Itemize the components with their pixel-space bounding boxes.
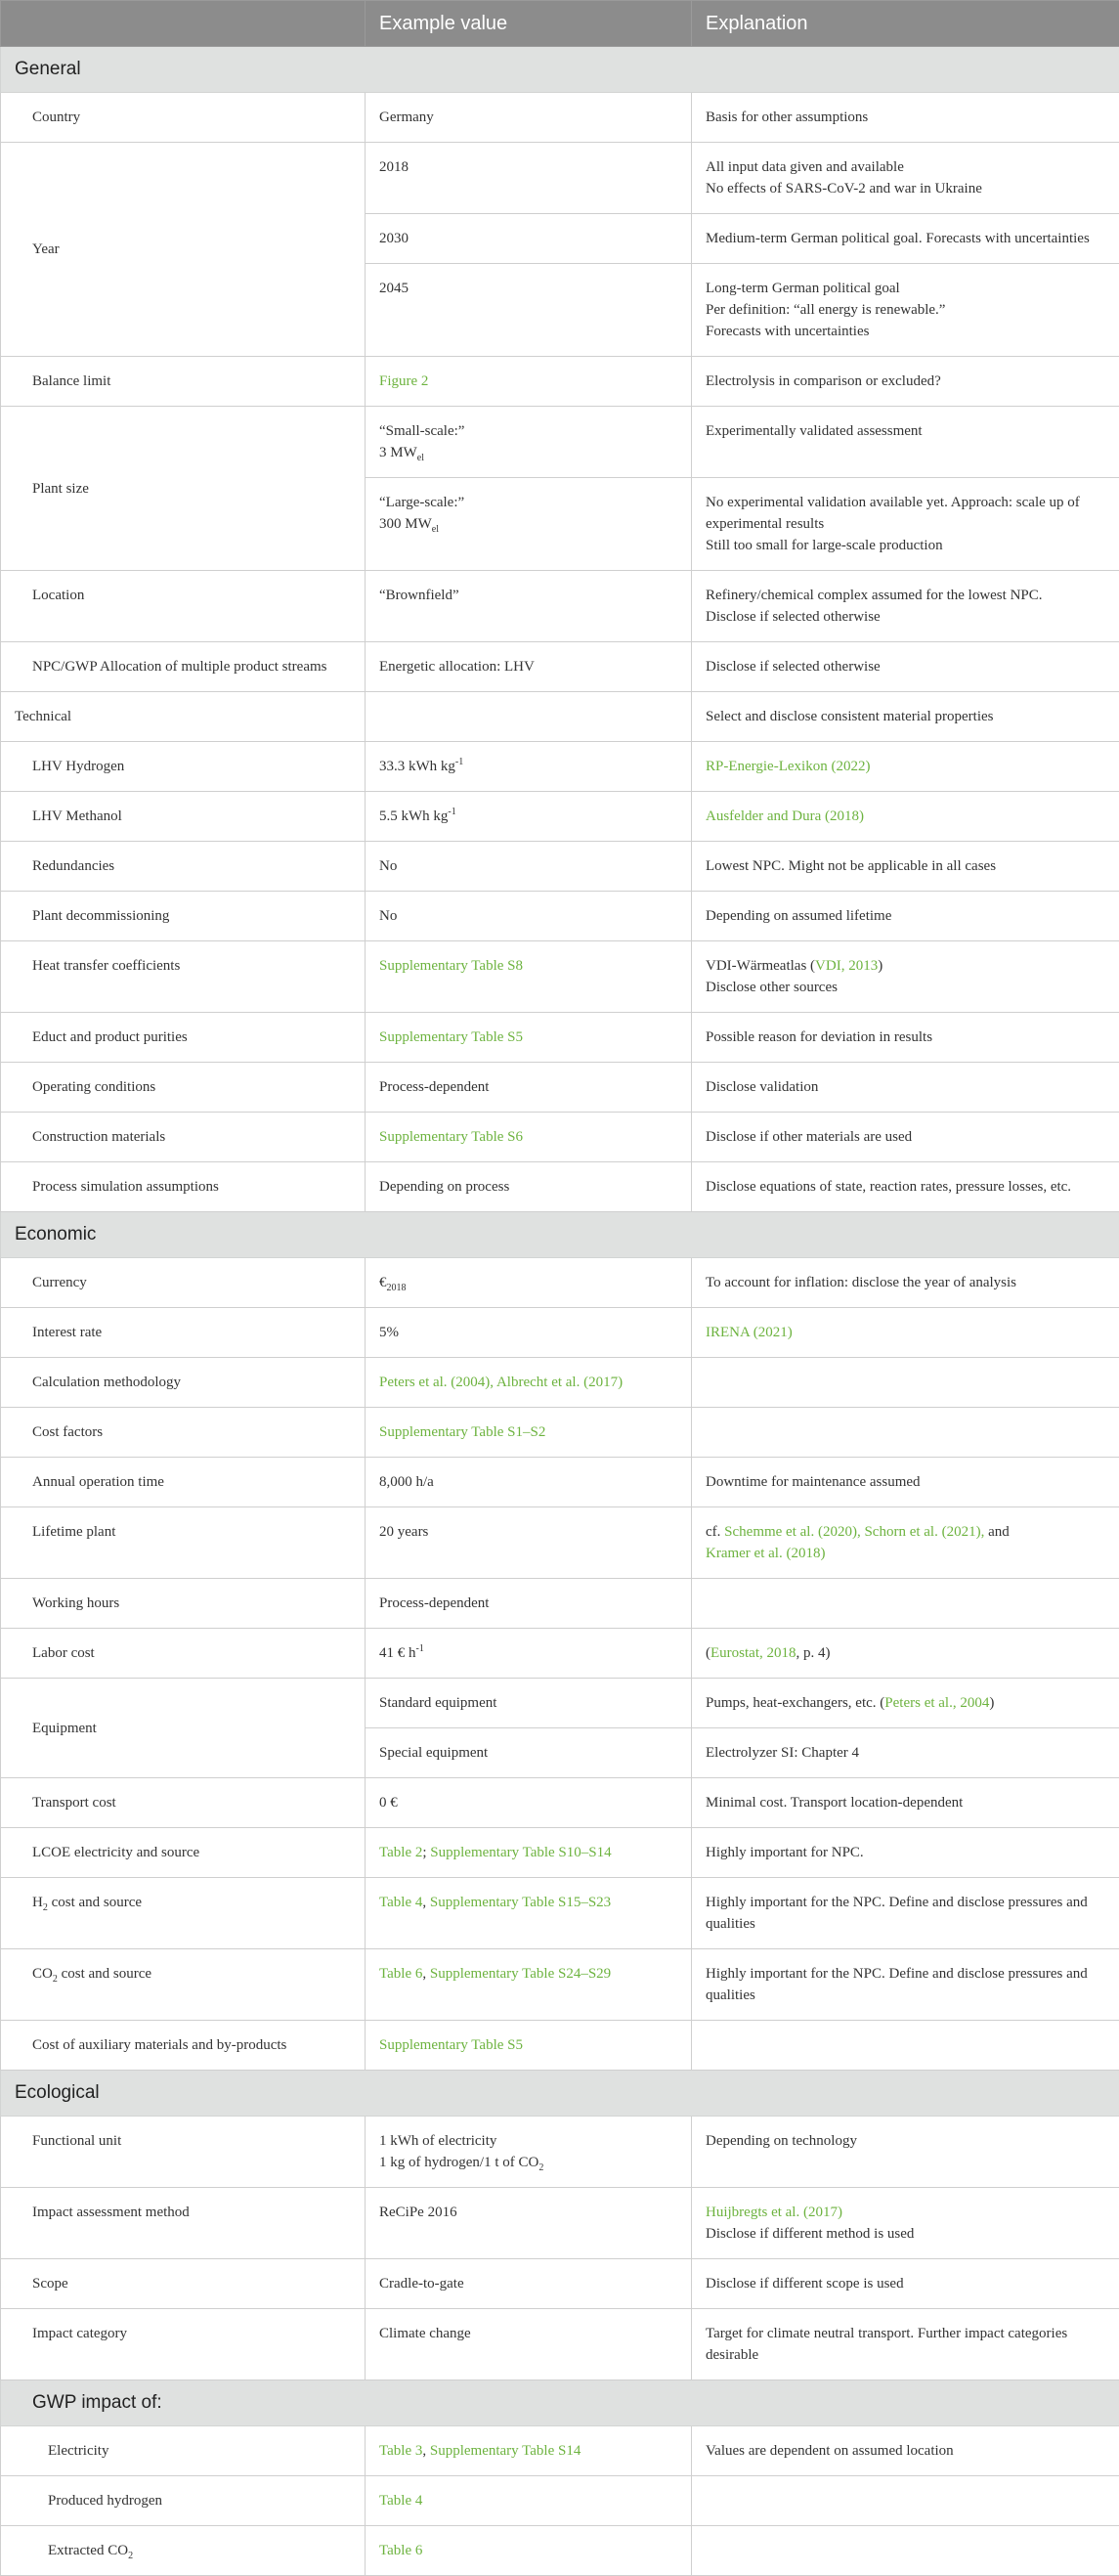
row-value: Table 4, Supplementary Table S15–S23 [366,1878,692,1949]
reference-link[interactable]: Peters et al., 2004 [884,1695,989,1711]
table-row-gwp-hydrogen [1,2476,1119,2526]
table-row-equipment-standard [1,1679,1119,1728]
row-value: Germany [366,93,692,143]
header-col-example-value: Example value [366,1,692,47]
row-label: Lifetime plant [1,1507,366,1579]
row-value: 41 € $h^{-1}$ [366,1629,692,1679]
row-label: Plant size [1,407,366,571]
row-value [366,692,692,742]
supplementary-link[interactable]: Supplementary Table S5 [379,1029,523,1045]
supplementary-link[interactable]: Supplementary Table S14 [430,2443,581,2459]
section-gwp-impact [1,2380,1119,2426]
row-explanation: Possible reason for deviation in results [692,1013,1119,1063]
row-label: Operating conditions [1,1063,366,1113]
row-label: Impact assessment method [1,2188,366,2259]
value-line: 1 kWh of electricity [379,2130,677,2152]
row-value: 5.5 kWh $kg^{-1}$ [366,792,692,842]
table-row-transport-cost [1,1778,1119,1828]
reference-link[interactable]: Ausfelder and Dura (2018) [706,808,864,824]
row-value [366,357,692,407]
reference-link[interactable]: Kramer et al. (2018) [706,1543,1105,1564]
row-label: $H_2$ cost and source [1,1878,366,1949]
table-header-row [1,1,1119,47]
row-value [366,1358,692,1408]
row-label: Annual operation time [1,1458,366,1507]
supplementary-link[interactable]: Supplementary Table S6 [379,1129,523,1145]
row-explanation: Disclose validation [692,1063,1119,1113]
row-explanation: Highly important for NPC. [692,1828,1119,1878]
row-value [366,1113,692,1162]
row-label: Scope [1,2259,366,2309]
row-explanation [692,792,1119,842]
row-value: Climate change [366,2309,692,2380]
reference-link[interactable]: Peters et al. (2004), Albrecht et al. (2017) [379,1375,623,1390]
row-explanation [692,264,1119,357]
table-row-country [1,93,1119,143]
table-row-lcoe [1,1828,1119,1878]
row-explanation [692,571,1119,642]
section-economic [1,1212,1119,1258]
row-label: Country [1,93,366,143]
explanation-line: Per definition: “all energy is renewable.” [706,299,1105,321]
row-value [366,2117,692,2188]
row-value [366,2526,692,2576]
row-value [366,1013,692,1063]
section-ecological [1,2071,1119,2117]
row-value: Table 6, Supplementary Table S24–S29 [366,1949,692,2021]
value-line: “Small-scale:” [379,420,677,442]
row-label: Redundancies [1,842,366,892]
row-explanation: Disclose if different scope is used [692,2259,1119,2309]
explanation-line: Long-term German political goal [706,278,1105,299]
row-label: Year [1,143,366,357]
reference-link[interactable]: RP-Energie-Lexikon (2022) [706,759,870,774]
table-row-scope [1,2259,1119,2309]
row-label: Currency [1,1258,366,1308]
header-col-parameter [1,1,366,47]
table-link[interactable]: Table 6 [379,1966,422,1982]
row-label: Working hours [1,1579,366,1629]
row-value: Cradle-to-gate [366,2259,692,2309]
row-explanation [692,1358,1119,1408]
supplementary-link[interactable]: Supplementary Table S10–S14 [430,1845,611,1860]
row-explanation [692,1308,1119,1358]
explanation-line: All input data given and available [706,156,1105,178]
row-label: Transport cost [1,1778,366,1828]
row-explanation: Highly important for the NPC. Define and disclose pressures and qualities [692,1878,1119,1949]
row-label: Extracted $CO_2$ [1,2526,366,2576]
supplementary-link[interactable]: Supplementary Table S1–S2 [379,1424,545,1440]
row-value: “Brownfield” [366,571,692,642]
row-explanation: Lowest NPC. Might not be applicable in all cases [692,842,1119,892]
explanation-line: Forecasts with uncertainties [706,321,1105,342]
explanation-line: Disclose if different method is used [706,2223,1105,2245]
row-value [366,1408,692,1458]
row-value: Table 2; Supplementary Table S10–S14 [366,1828,692,1878]
table-row-working-hours [1,1579,1119,1629]
row-explanation [692,941,1119,1013]
value-line: “Large-scale:” [379,492,677,513]
row-explanation [692,2526,1119,2576]
row-value: Process-dependent [366,1579,692,1629]
section-title: Ecological [1,2071,1119,2117]
section-general [1,47,1119,93]
supplementary-link[interactable]: Supplementary Table S15–S23 [430,1895,611,1910]
table-row-balance-limit [1,357,1119,407]
row-value: 20 years [366,1507,692,1579]
row-explanation [692,742,1119,792]
row-value: Standard equipment [366,1679,692,1728]
figure-link[interactable]: Figure 2 [379,373,428,389]
table-row-auxiliary [1,2021,1119,2071]
value-line: 1 kg of hydrogen/1 t of $CO_2$ [379,2152,677,2173]
explanation-line: VDI-Wärmeatlas (VDI, 2013) [706,955,1105,977]
table-row-interest-rate [1,1308,1119,1358]
explanation-line: No experimental validation available yet. Approach: scale up of experimental results [706,492,1105,535]
row-value: Energetic allocation: LHV [366,642,692,692]
section-title: Economic [1,1212,1119,1258]
table-link[interactable]: Table 6 [379,2543,422,2558]
row-explanation: (Eurostat, 2018, p. 4) [692,1629,1119,1679]
row-value [366,2476,692,2526]
row-value [366,407,692,478]
table-row-location [1,571,1119,642]
row-value: No [366,842,692,892]
row-label: Electricity [1,2426,366,2476]
row-explanation: To account for inflation: disclose the year of analysis [692,1258,1119,1308]
row-value [366,941,692,1013]
table-row-plant-size-small [1,407,1119,478]
table-link[interactable]: Table 3 [379,2443,422,2459]
row-label: Equipment [1,1679,366,1778]
table-row-co2-cost [1,1949,1119,2021]
row-explanation: Electrolyzer SI: Chapter 4 [692,1728,1119,1778]
row-label: Functional unit [1,2117,366,2188]
row-label: Location [1,571,366,642]
table-row-functional-unit [1,2117,1119,2188]
row-value: Special equipment [366,1728,692,1778]
table-row-gwp-electricity [1,2426,1119,2476]
row-value: 2045 [366,264,692,357]
row-value: 0 € [366,1778,692,1828]
supplementary-link[interactable]: Supplementary Table S24–S29 [430,1966,611,1982]
reference-link[interactable]: IRENA (2021) [706,1325,793,1340]
row-label: $CO_2$ cost and source [1,1949,366,2021]
row-value: 5% [366,1308,692,1358]
row-explanation: Electrolysis in comparison or excluded? [692,357,1119,407]
table-row-h2-cost [1,1878,1119,1949]
row-explanation: Target for climate neutral transport. Further impact categories desirable [692,2309,1119,2380]
row-label: Plant decommissioning [1,892,366,941]
table-row-lhv-methanol [1,792,1119,842]
reference-link[interactable]: Eurostat, 2018 [710,1645,796,1661]
row-label: Balance limit [1,357,366,407]
reference-link[interactable]: Schemme et al. (2020), Schorn et al. (2021), [724,1524,984,1540]
row-label: Technical [1,692,366,742]
row-label: Educt and product purities [1,1013,366,1063]
row-explanation: Disclose equations of state, reaction rates, pressure losses, etc. [692,1162,1119,1212]
supplementary-link[interactable]: Supplementary Table S8 [379,958,523,974]
row-explanation: Values are dependent on assumed location [692,2426,1119,2476]
row-label: Produced hydrogen [1,2476,366,2526]
row-label: NPC/GWP Allocation of multiple product streams [1,642,366,692]
row-label: Cost factors [1,1408,366,1458]
row-label: Construction materials [1,1113,366,1162]
row-explanation: Downtime for maintenance assumed [692,1458,1119,1507]
table-row-operating-conditions [1,1063,1119,1113]
section-title: General [1,47,1119,93]
explanation-line: Disclose if selected otherwise [706,606,1105,628]
row-value [366,478,692,571]
row-value: 2018 [366,143,692,214]
row-value [366,2021,692,2071]
table-link[interactable]: Table 4 [379,2493,422,2509]
row-explanation [692,2021,1119,2071]
reference-link[interactable]: Huijbregts et al. (2017) [706,2202,1105,2223]
explanation-line: Refinery/chemical complex assumed for the lowest NPC. [706,585,1105,606]
value-line: 300 $MW_{el}$ [379,513,677,535]
table-row-impact-method [1,2188,1119,2259]
row-explanation [692,478,1119,571]
supplementary-link[interactable]: Supplementary Table S5 [379,2037,523,2053]
table-row-heat-transfer [1,941,1119,1013]
explanation-line: No effects of SARS-CoV-2 and war in Ukraine [706,178,1105,199]
row-label: Impact category [1,2309,366,2380]
row-explanation: Minimal cost. Transport location-dependent [692,1778,1119,1828]
row-explanation [692,2188,1119,2259]
row-explanation: Experimentally validated assessment [692,407,1119,478]
row-explanation [692,2476,1119,2526]
table-row-technical [1,692,1119,742]
table-row-lifetime [1,1507,1119,1579]
row-label: Cost of auxiliary materials and by-products [1,2021,366,2071]
reference-link[interactable]: VDI, 2013 [815,958,878,974]
row-label: LCOE electricity and source [1,1828,366,1878]
row-explanation: Depending on technology [692,2117,1119,2188]
row-label: LHV Hydrogen [1,742,366,792]
table-row-decommissioning [1,892,1119,941]
row-explanation: Pumps, heat-exchangers, etc. (Peters et al., 2004) [692,1679,1119,1728]
table-row-lhv-hydrogen [1,742,1119,792]
row-label: Process simulation assumptions [1,1162,366,1212]
row-explanation [692,1507,1119,1579]
row-explanation: Disclose if other materials are used [692,1113,1119,1162]
row-value: 2030 [366,214,692,264]
row-explanation [692,1408,1119,1458]
header-col-explanation: Explanation [692,1,1119,47]
row-explanation [692,143,1119,214]
table-row-labor-cost [1,1629,1119,1679]
explanation-line: cf. Schemme et al. (2020), Schorn et al. (2021), and [706,1521,1105,1543]
table-link[interactable]: Table 2 [379,1845,422,1860]
table-row-allocation [1,642,1119,692]
value-line: 3 $MW_{el}$ [379,442,677,463]
row-explanation: Highly important for the NPC. Define and disclose pressures and qualities [692,1949,1119,2021]
row-value: ReCiPe 2016 [366,2188,692,2259]
explanation-line: Still too small for large-scale production [706,535,1105,556]
table-row-impact-category [1,2309,1119,2380]
row-label: Labor cost [1,1629,366,1679]
row-label: Calculation methodology [1,1358,366,1408]
row-explanation: Disclose if selected otherwise [692,642,1119,692]
section-title: GWP impact of: [1,2380,1119,2426]
table-row-methodology [1,1358,1119,1408]
table-row-purities [1,1013,1119,1063]
table-row-simulation [1,1162,1119,1212]
row-label: Heat transfer coefficients [1,941,366,1013]
row-explanation [692,1579,1119,1629]
row-explanation: Select and disclose consistent material properties [692,692,1119,742]
table-row-operation-time [1,1458,1119,1507]
row-value: Process-dependent [366,1063,692,1113]
explanation-line: Disclose other sources [706,977,1105,998]
row-label: LHV Methanol [1,792,366,842]
row-value: Depending on process [366,1162,692,1212]
table-row-cost-factors [1,1408,1119,1458]
row-explanation: Medium-term German political goal. Forecasts with uncertainties [692,214,1119,264]
row-explanation: Depending on assumed lifetime [692,892,1119,941]
table-row-gwp-co2 [1,2526,1119,2576]
row-value: Table 3, Supplementary Table S14 [366,2426,692,2476]
table-row-construction-materials [1,1113,1119,1162]
row-explanation: Basis for other assumptions [692,93,1119,143]
row-label: Interest rate [1,1308,366,1358]
row-value: No [366,892,692,941]
table-row-redundancies [1,842,1119,892]
row-value: 33.3 kWh $kg^{-1}$ [366,742,692,792]
table-link[interactable]: Table 4 [379,1895,422,1910]
row-value: 8,000 h/a [366,1458,692,1507]
table-row-year-2018 [1,143,1119,214]
row-value: $€_{2018}$ [366,1258,692,1308]
table-row-currency [1,1258,1119,1308]
